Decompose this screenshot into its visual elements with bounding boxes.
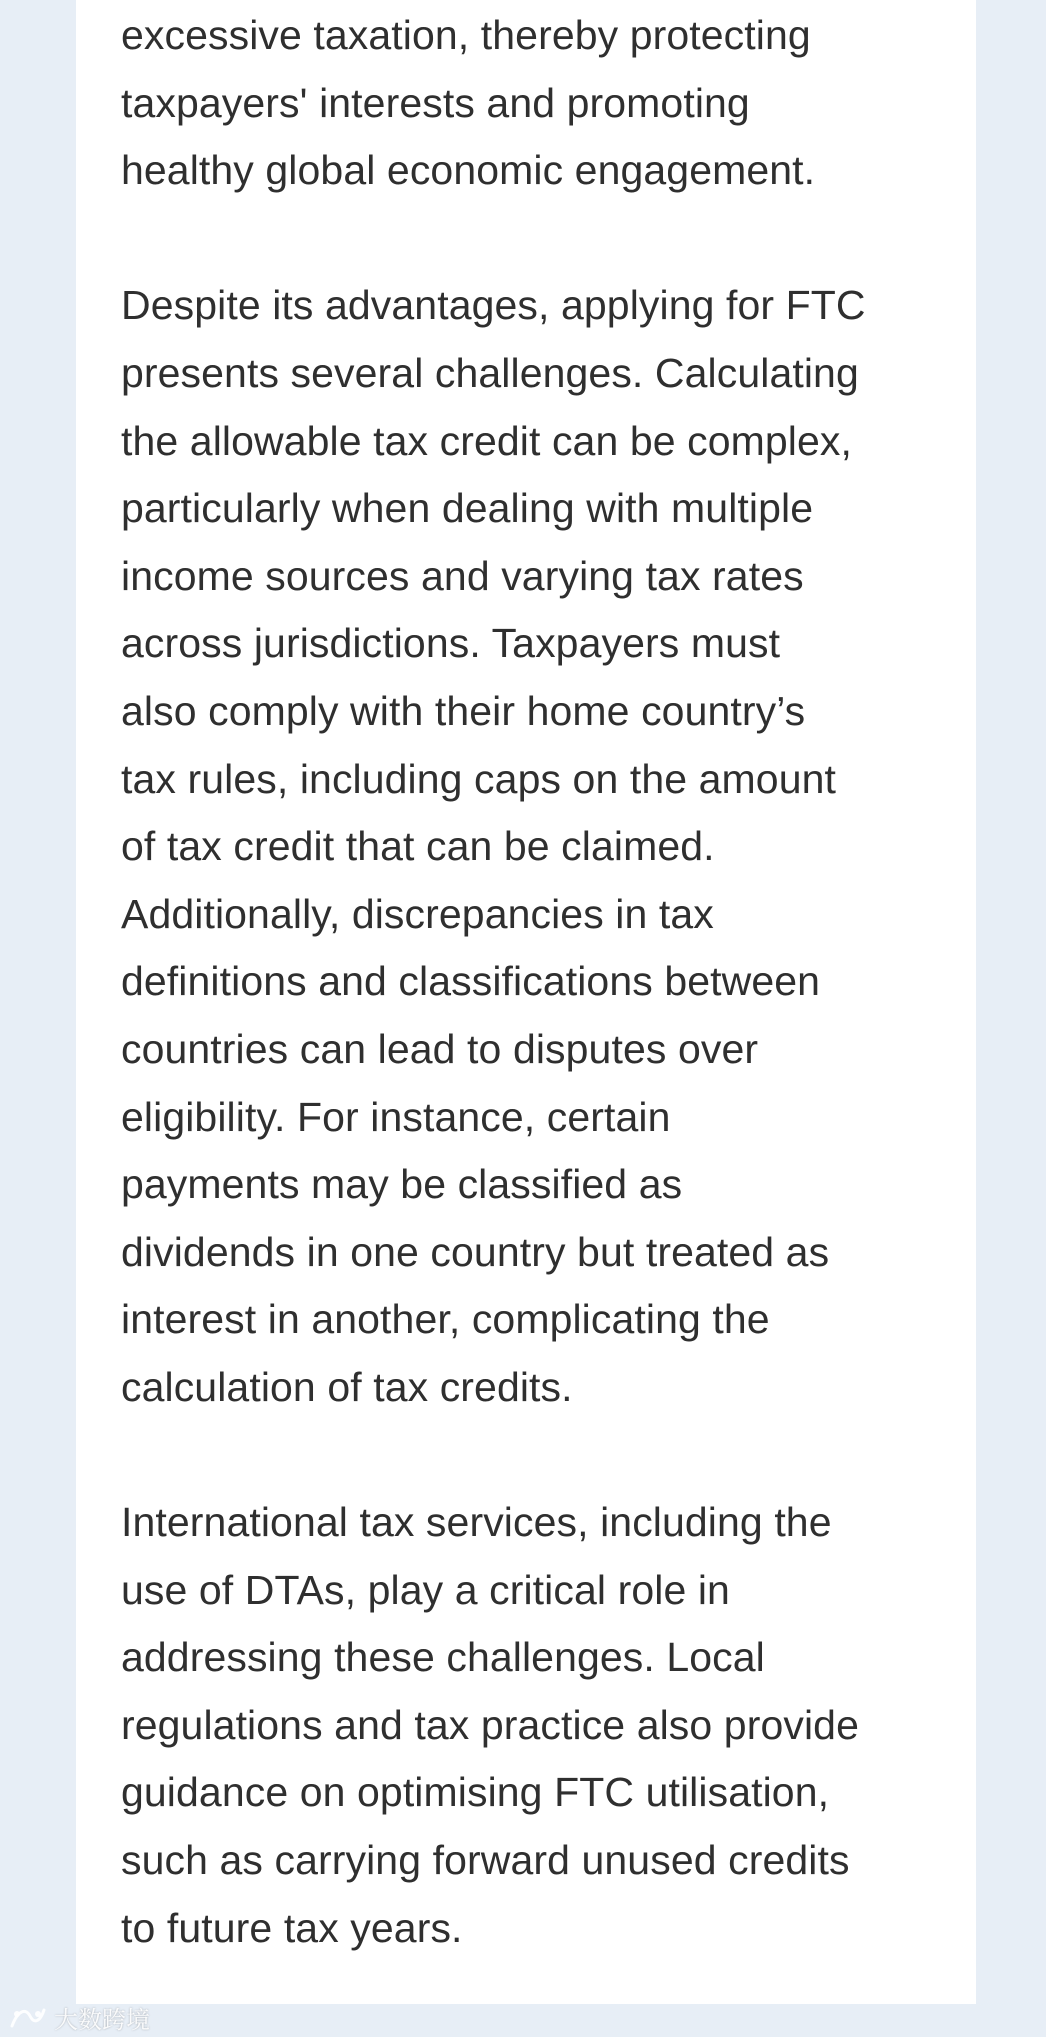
article-body: [121, 2, 941, 1962]
article-paragraph-1: excessive taxation, thereby protecting taxpayers' interests and promoting healthy global economic engagement.: [121, 12, 816, 194]
article-paragraph-2: Despite its advantages, applying for FTC presents several challenges. Calculating the allowable tax credit can be complex, particularly when dealing with multiple income sources and varying tax rates across jurisdictions. Taxpayers must also comply with their home country’s tax rules, including caps on the amount of tax credit that can be claimed. Additionally, discrepancies in tax definitions and classifications between countries can lead to disputes over eligibility. For instance, certain payments may be classified as dividends in one country but treated as interest in another, complicating the calculation of tax credits.: [121, 282, 866, 1410]
watermark-text: 大数跨境: [54, 2006, 150, 2034]
article-paragraph-3: International tax services, including the use of DTAs, play a critical role in addressing these challenges. Local regulations and tax practice also provide guidance on optimising FTC utilisation, such as carrying forward unused credits to future tax years.: [121, 1499, 859, 1951]
watermark: [8, 2000, 150, 2034]
brand-logo-icon: [8, 2004, 48, 2030]
